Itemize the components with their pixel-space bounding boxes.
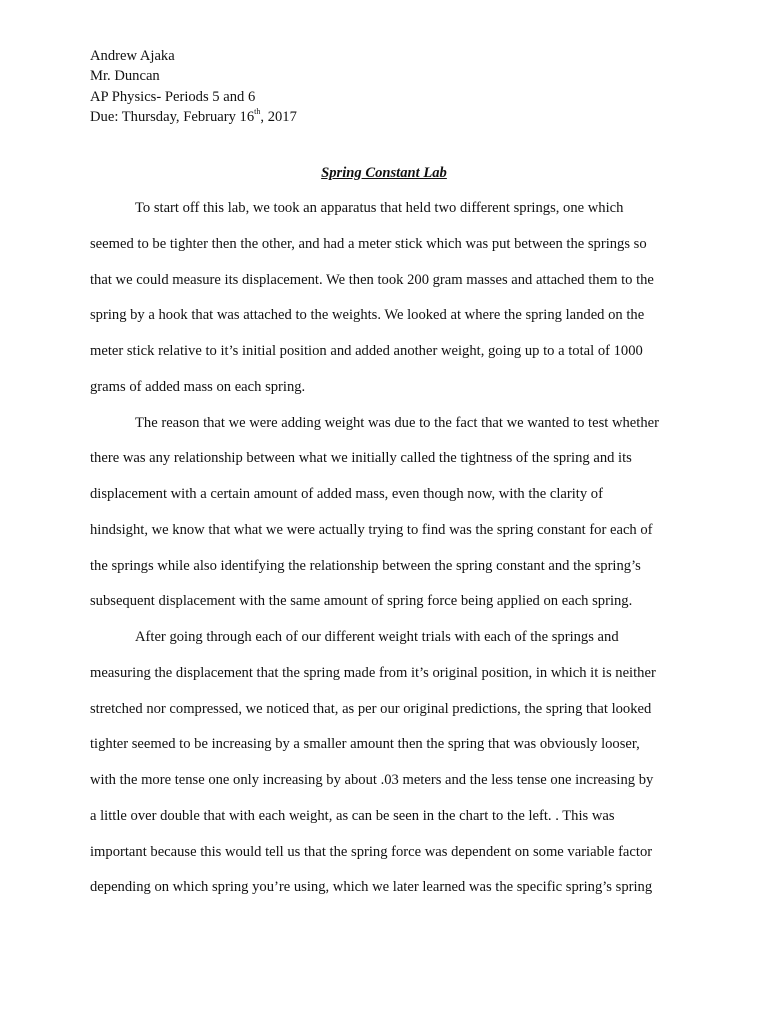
paragraph-1 (90, 198, 690, 413)
paragraph-line: the springs while also identifying the relationship between the spring constant and the spring’s (90, 557, 641, 574)
paragraph-line: After going through each of our different weight trials with each of the springs and (135, 629, 619, 645)
paragraph-line: hindsight, we know that what we were actually trying to find was the spring constant for each of (90, 521, 653, 538)
paragraph-line: The reason that we were adding weight was due to the fact that we wanted to test whether (135, 414, 659, 431)
paragraph-line: seemed to be tighter then the other, and had a meter stick which was put between the springs so (90, 235, 647, 252)
document-title: Spring Constant Lab (321, 165, 447, 181)
paragraph-2 (90, 413, 690, 628)
document-header (90, 46, 690, 127)
paragraph-line: that we could measure its displacement. We then took 200 gram masses and attached them to the (90, 271, 654, 288)
paragraph-line: displacement with a certain amount of added mass, even though now, with the clarity of (90, 486, 603, 502)
paragraph-line: spring by a hook that was attached to the weights. We looked at where the spring landed on the (90, 307, 645, 324)
paragraph-line: meter stick relative to it’s initial position and added another weight, going up to a total of 1000 (90, 343, 643, 359)
due-date-ordinal: th (254, 107, 261, 117)
paragraph-line: stretched nor compressed, we noticed that, as per our original predictions, the spring that looked (90, 700, 652, 717)
paragraph-line: To start off this lab, we took an apparatus that held two different springs, one which (135, 200, 624, 216)
paragraph-line: tighter seemed to be increasing by a smaller amount then the spring that was obviously looser, (90, 736, 640, 753)
document-body (90, 198, 690, 913)
paragraph-line: with the more tense one only increasing by about .03 meters and the less tense one increasing by (90, 772, 654, 788)
due-date-year: , 2017 (260, 108, 297, 125)
paragraph-line: depending on which spring you’re using, which we later learned was the specific spring’s spring (90, 879, 653, 896)
teacher-name: Mr. Duncan (90, 68, 160, 85)
author-name: Andrew Ajaka (90, 48, 175, 64)
course-name: AP Physics- Periods 5 and 6 (90, 88, 256, 105)
paragraph-line: important because this would tell us that the spring force was dependent on some variable factor (90, 843, 653, 860)
paragraph-3 (90, 627, 690, 913)
paragraph-line: grams of added mass on each spring. (90, 378, 306, 395)
paragraph-line: a little over double that with each weight, as can be seen in the chart to the left. . This was (90, 807, 615, 824)
due-date (90, 107, 690, 127)
paragraph-line: subsequent displacement with the same amount of spring force being applied on each spring. (90, 593, 633, 610)
due-date-prefix: Due: Thursday, February 16 (90, 108, 255, 125)
paragraph-line: there was any relationship between what we initially called the tightness of the spring and its (90, 450, 632, 467)
paragraph-line: measuring the displacement that the spring made from it’s original position, in which it is neither (90, 664, 656, 681)
